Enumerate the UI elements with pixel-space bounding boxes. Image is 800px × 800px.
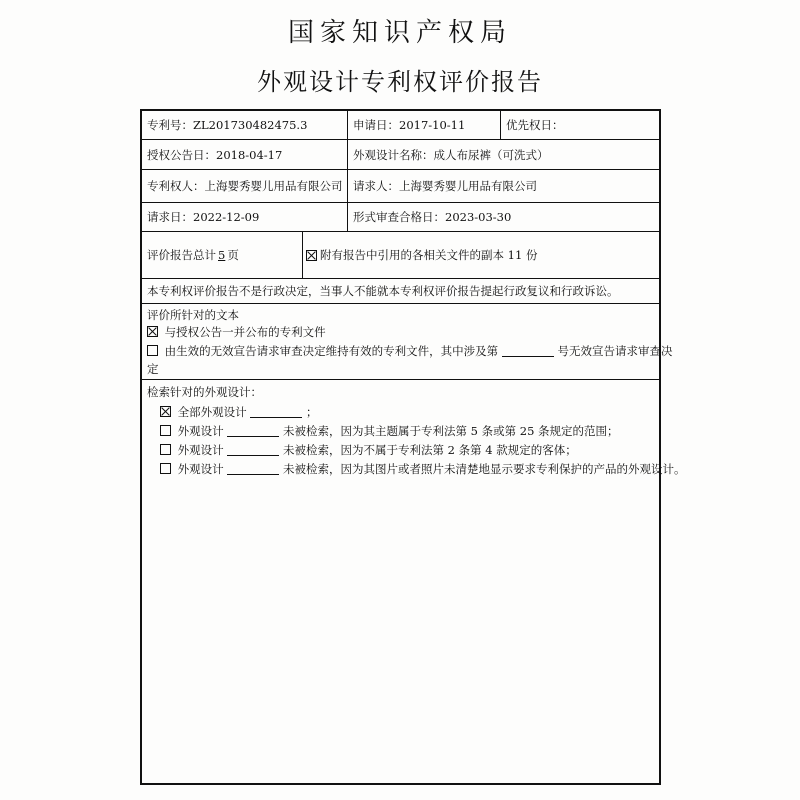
- search-reason-1-prefix: 外观设计: [177, 424, 224, 438]
- legal-notice: 本专利权评价报告不是行政决定，当事人不能就本专利权评价报告提起行政复议和行政诉讼。: [147, 284, 619, 298]
- row-pages: [142, 232, 659, 279]
- search-reason-2-blank[interactable]: [227, 444, 279, 456]
- search-reason-2: [160, 442, 577, 458]
- search-reason-3-label: 未被检索，因为其图片或者照片未清楚地显示要求专利保护的产品的外观设计。: [282, 462, 686, 476]
- search-reason-2-prefix: 外观设计: [177, 443, 224, 457]
- attached-docs: [302, 232, 659, 278]
- search-all-suffix: ；: [305, 405, 318, 419]
- row-target-text: [142, 304, 673, 380]
- search-scope-heading: 检索针对的外观设计：: [147, 385, 262, 399]
- search-all-blank[interactable]: [250, 406, 302, 418]
- search-reason-2-label: 未被检索，因为不属于专利法第 2 条第 4 款规定的客体；: [282, 443, 577, 457]
- target-option-2-checkbox[interactable]: [147, 345, 158, 356]
- search-all-checkbox[interactable]: [160, 406, 171, 417]
- search-reason-2-checkbox[interactable]: [160, 444, 171, 455]
- target-option-2: [147, 343, 672, 359]
- search-all-label: 全部外观设计: [177, 405, 247, 419]
- search-reason-3: [160, 461, 685, 477]
- total-pages: [142, 232, 302, 278]
- search-reason-1: [160, 423, 619, 439]
- report-title: 外观设计专利权评价报告: [257, 68, 543, 96]
- evaluation-form: [140, 109, 686, 785]
- search-reason-1-checkbox[interactable]: [160, 425, 171, 436]
- filing-date: 申请日：2017-10-11: [347, 111, 500, 139]
- design-name: 外观设计名称：成人布尿裤（可洗式）: [347, 140, 659, 169]
- attached-docs-label: 附有报告中引用的各相关文件的副本 11 份: [320, 248, 538, 262]
- attached-docs-checkbox[interactable]: [306, 250, 317, 261]
- total-pages-prefix: 评价报告总计: [147, 248, 216, 262]
- target-option-1-label: 与授权公告一并公布的专利文件: [164, 325, 326, 339]
- patentee: 专利权人：上海婴秀婴儿用品有限公司: [147, 179, 343, 193]
- search-reason-1-blank[interactable]: [227, 425, 279, 437]
- row-parties: [142, 170, 659, 203]
- requester: 请求人：上海婴秀婴儿用品有限公司: [347, 170, 659, 202]
- target-option-2-label-b: 号无效宣告请求审查决: [557, 344, 673, 358]
- target-option-1: [147, 324, 326, 340]
- target-option-2-label-a: 由生效的无效宣告请求审查决定维持有效的专利文件，其中涉及第: [164, 344, 499, 358]
- target-text-heading: 评价所针对的文本: [147, 308, 239, 322]
- grant-date: 授权公告日：2018-04-17: [147, 147, 283, 162]
- priority-date: 优先权日：: [500, 111, 659, 139]
- total-pages-value: 5: [218, 248, 226, 262]
- search-reason-3-prefix: 外观设计: [177, 462, 224, 476]
- target-option-1-checkbox[interactable]: [147, 326, 158, 337]
- search-all: [160, 404, 317, 420]
- total-pages-suffix: 页: [227, 248, 239, 262]
- row-search-scope: [142, 380, 686, 783]
- formal-exam-date: 形式审查合格日：2023-03-30: [347, 203, 659, 231]
- request-date: 请求日：2022-12-09: [147, 210, 260, 224]
- row-dates: [142, 203, 659, 232]
- row-patent-info: [142, 111, 659, 140]
- search-reason-1-label: 未被检索，因为其主题属于专利法第 5 条或第 25 条规定的范围；: [282, 424, 619, 438]
- target-option-2-continuation: 定: [147, 362, 159, 376]
- office-title: 国家知识产权局: [287, 18, 512, 48]
- invalidation-number-blank[interactable]: [502, 345, 554, 357]
- row-grant-info: [142, 140, 659, 170]
- row-notice: [142, 279, 659, 304]
- patent-number: 专利号：ZL201730482475.3: [147, 118, 308, 132]
- search-reason-3-checkbox[interactable]: [160, 463, 171, 474]
- search-reason-3-blank[interactable]: [227, 463, 279, 475]
